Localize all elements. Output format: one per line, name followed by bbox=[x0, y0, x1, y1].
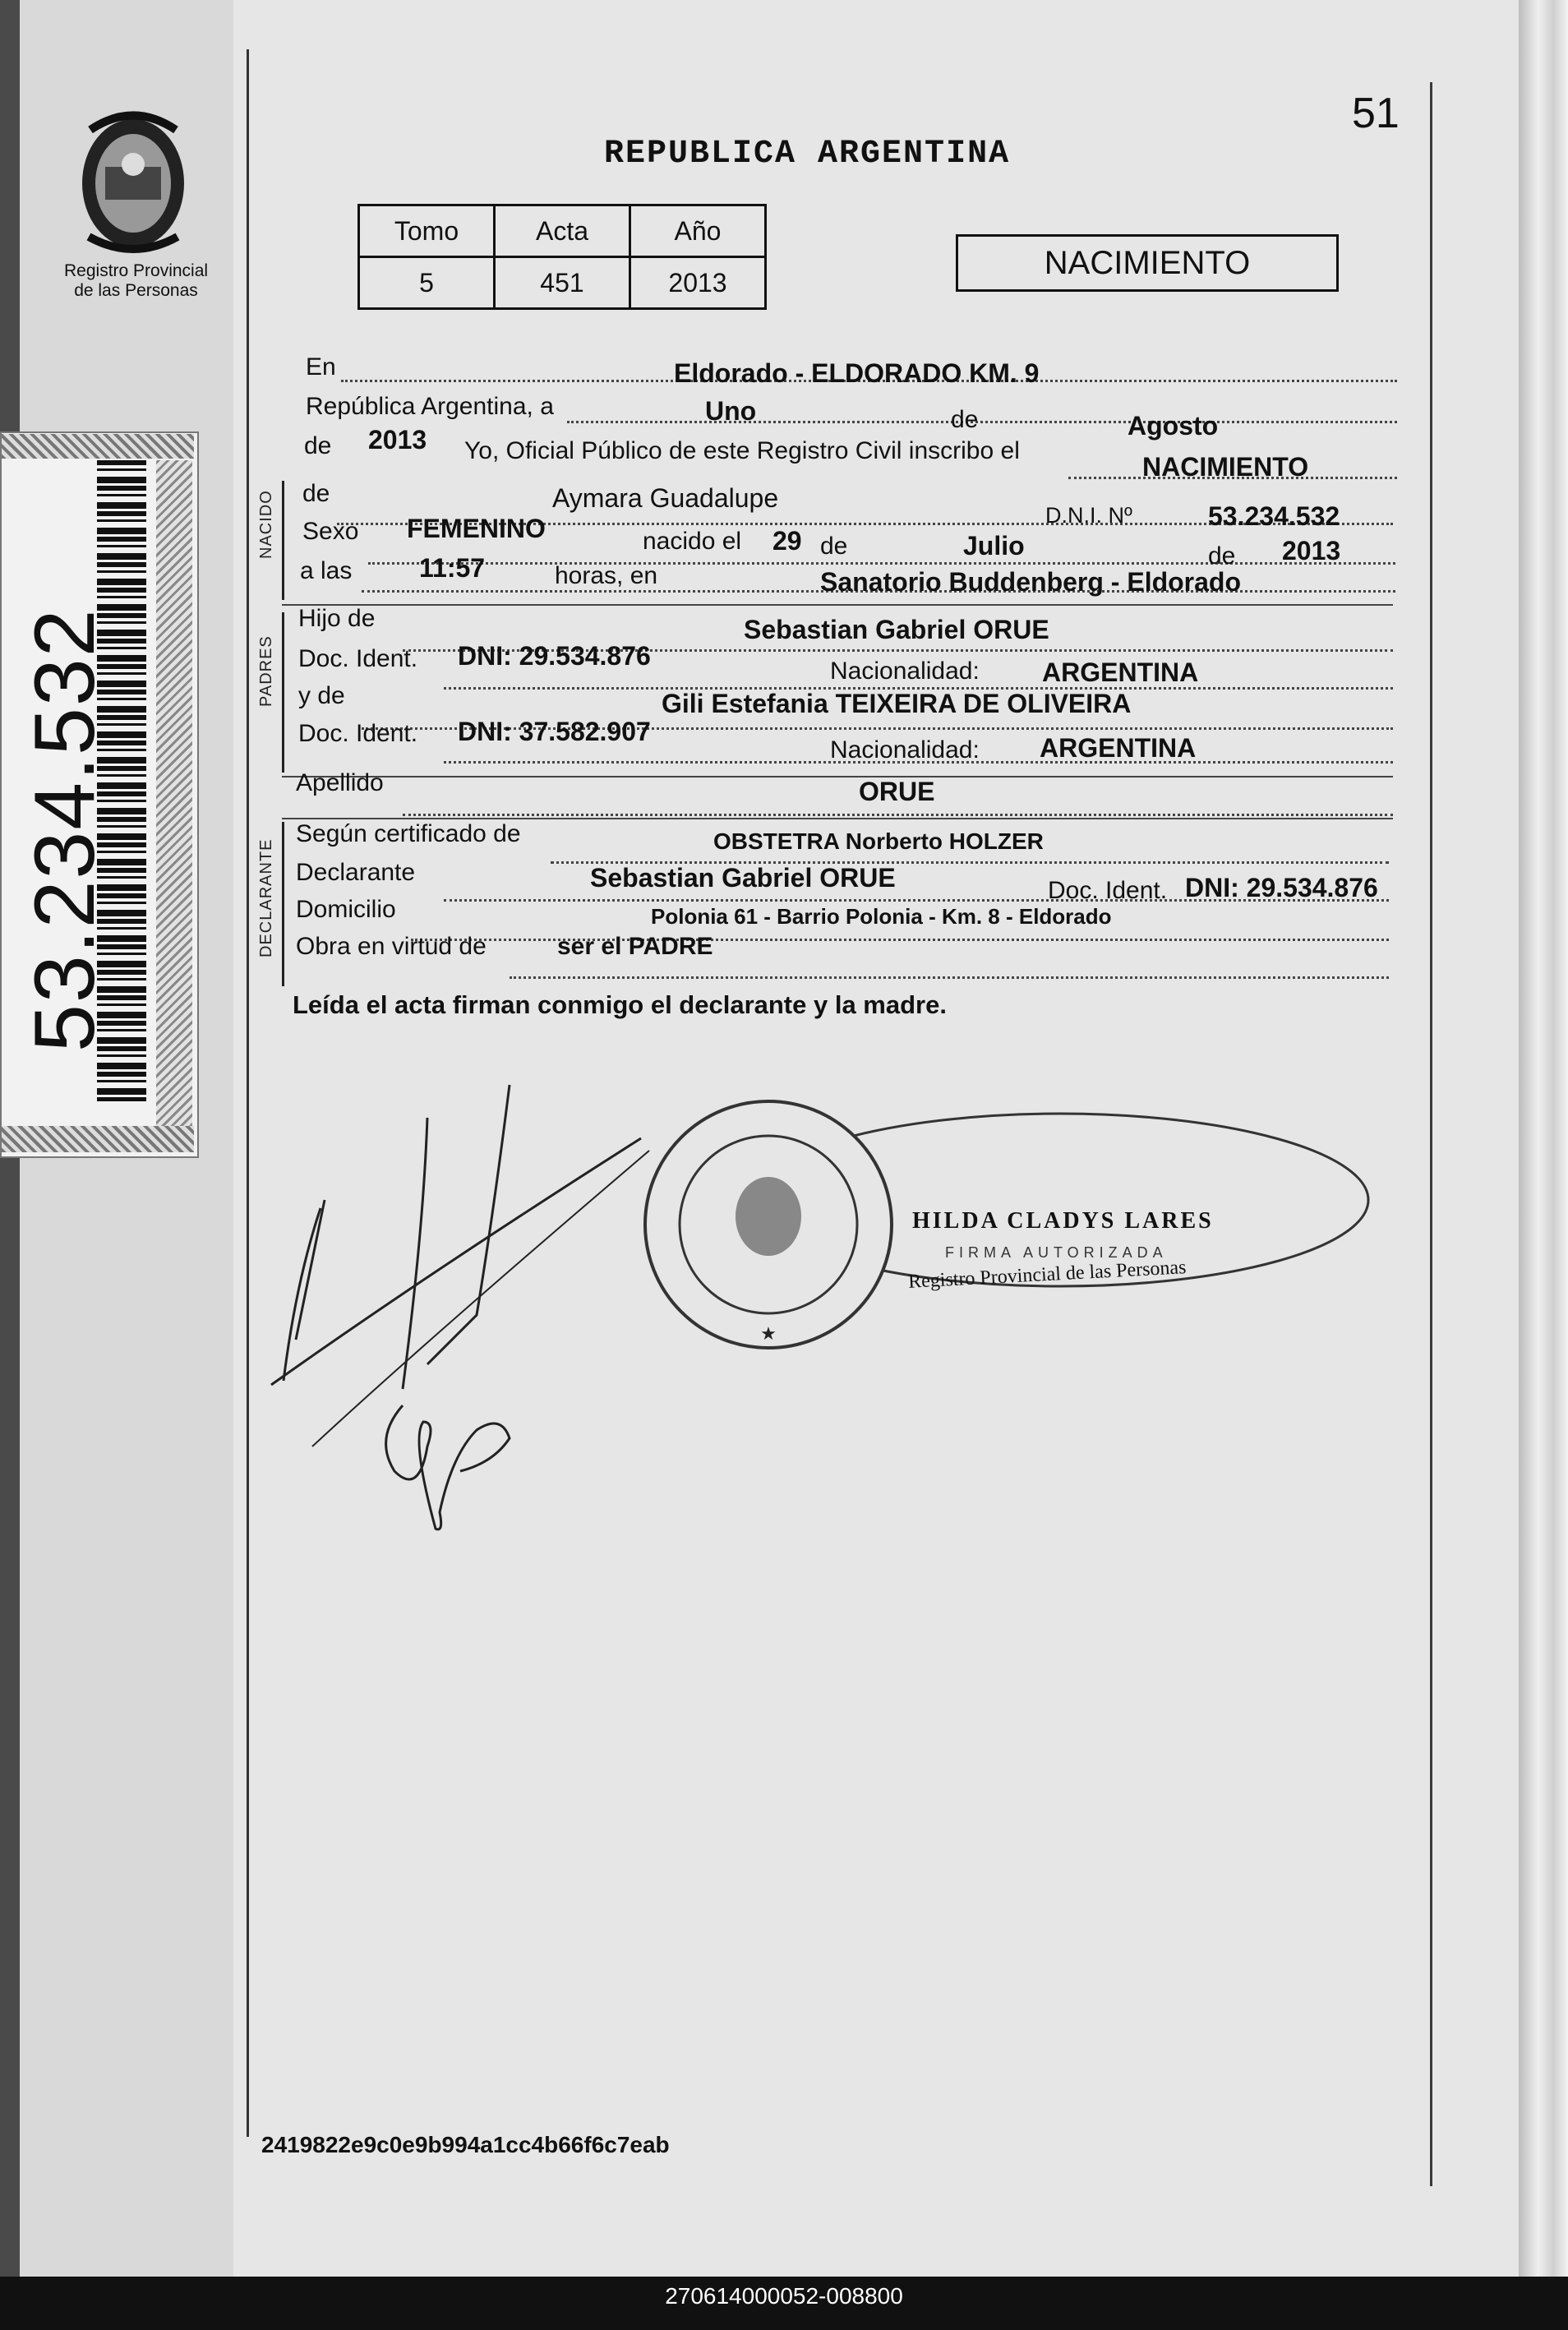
label-obra: Obra en virtud de bbox=[296, 933, 487, 960]
label-yde: y de bbox=[298, 682, 345, 709]
value-domicilio: Polonia 61 - Barrio Polonia - Km. 8 - Eldorado bbox=[651, 904, 1112, 929]
table-cell-tomo: 5 bbox=[359, 257, 495, 309]
value-father-doc: DNI: 29.534.876 bbox=[458, 641, 651, 671]
value-en: Eldorado - ELDORADO KM. 9 bbox=[674, 358, 1040, 388]
logo-caption-2: de las Personas bbox=[74, 281, 198, 300]
table-header-acta: Acta bbox=[495, 205, 630, 257]
dotted-line bbox=[403, 814, 1393, 816]
label-hijo: Hijo de bbox=[298, 605, 376, 632]
table-header-ano: Año bbox=[630, 205, 766, 257]
value-mother-nat: ARGENTINA bbox=[1040, 733, 1197, 763]
label-de-month: de bbox=[820, 533, 848, 560]
sticker-pattern bbox=[2, 1126, 194, 1152]
value-day: Uno bbox=[705, 396, 757, 426]
label-republica: República Argentina, a bbox=[306, 393, 554, 420]
value-birth-day: 29 bbox=[772, 526, 802, 556]
text-yo: Yo, Oficial Público de este Registro Civil inscribo el bbox=[464, 437, 1020, 464]
section-divider bbox=[282, 604, 1393, 606]
logo-caption-1: Registro Provincial bbox=[64, 261, 209, 280]
value-inscribe: NACIMIENTO bbox=[1142, 452, 1309, 482]
page-edges bbox=[1519, 0, 1568, 2277]
label-nacido: nacido el bbox=[643, 528, 742, 555]
value-sexo: FEMENINO bbox=[407, 514, 546, 543]
stamp-title: FIRMA AUTORIZADA bbox=[945, 1244, 1168, 1261]
label-apellido: Apellido bbox=[296, 769, 384, 796]
section-bracket bbox=[282, 612, 284, 773]
section-label-nacido: NACIDO bbox=[257, 490, 275, 559]
stamp-office: Registro Provincial de las Personas bbox=[907, 1257, 1188, 1293]
value-mother-doc: DNI: 37.582.907 bbox=[458, 717, 651, 746]
value-birth-time: 11:57 bbox=[419, 553, 486, 583]
value-month: Agosto bbox=[1128, 411, 1219, 441]
section-label-padres: PADRES bbox=[257, 635, 275, 707]
label-nat-father: Nacionalidad: bbox=[830, 657, 980, 685]
label-segun: Según certificado de bbox=[296, 820, 521, 847]
label-declarante: Declarante bbox=[296, 859, 416, 886]
province-seal-logo bbox=[74, 105, 197, 257]
label-en: En bbox=[306, 353, 336, 381]
mother-signature bbox=[378, 1389, 526, 1545]
value-apellido: ORUE bbox=[859, 777, 935, 806]
label-domicilio: Domicilio bbox=[296, 896, 396, 923]
label-horas: horas, en bbox=[555, 562, 658, 589]
section-bracket bbox=[282, 481, 284, 600]
value-year: 2013 bbox=[368, 425, 427, 454]
value-father-nat: ARGENTINA bbox=[1042, 657, 1199, 687]
closing-statement: Leída el acta firman conmigo el declarante y la madre. bbox=[293, 990, 947, 1019]
value-name: Aymara Guadalupe bbox=[552, 483, 779, 513]
value-declarante-doc: DNI: 29.534.876 bbox=[1185, 873, 1378, 902]
label-de-yr: de bbox=[1208, 542, 1236, 570]
label-doc-declarante: Doc. Ident. bbox=[1048, 877, 1168, 904]
record-type-box: NACIMIENTO bbox=[956, 234, 1339, 292]
value-birth-place: Sanatorio Buddenberg - Eldorado bbox=[820, 567, 1242, 597]
value-cert: OBSTETRA Norberto HOLZER bbox=[713, 828, 1044, 854]
barcode-number: 53.234.532 bbox=[17, 607, 113, 1052]
table-cell-ano: 2013 bbox=[630, 257, 766, 309]
label-de-name: de bbox=[302, 480, 330, 507]
label-sexo: Sexo bbox=[302, 518, 359, 545]
value-father-name: Sebastian Gabriel ORUE bbox=[744, 615, 1049, 644]
label-alas: a las bbox=[300, 557, 353, 584]
table-cell-acta: 451 bbox=[495, 257, 630, 309]
svg-text:★: ★ bbox=[760, 1324, 777, 1345]
stamp-name: HILDA CLADYS LARES bbox=[912, 1208, 1214, 1234]
label-de: de bbox=[951, 406, 979, 433]
page-title: REPUBLICA ARGENTINA bbox=[604, 136, 1011, 173]
section-divider bbox=[282, 818, 1393, 819]
value-birth-year: 2013 bbox=[1282, 536, 1341, 565]
section-bracket bbox=[282, 822, 284, 986]
document-hash: 2419822e9c0e9b994a1cc4b66f6c7eab bbox=[261, 2132, 670, 2157]
value-dni: 53.234.532 bbox=[1208, 501, 1340, 531]
label-dni: D.N.I. Nº bbox=[1045, 503, 1132, 528]
dotted-line bbox=[368, 562, 1395, 565]
label-doc-father: Doc. Ident. bbox=[298, 645, 418, 672]
dotted-line bbox=[567, 421, 1397, 423]
value-birth-month: Julio bbox=[963, 531, 1025, 561]
right-rule bbox=[1430, 82, 1432, 2186]
page-number: 51 bbox=[1352, 90, 1400, 137]
left-rule bbox=[247, 49, 249, 2137]
label-doc-mother: Doc. Ident. bbox=[298, 720, 418, 747]
value-mother-name: Gili Estefania TEIXEIRA DE OLIVEIRA bbox=[662, 689, 1132, 718]
dotted-line bbox=[510, 976, 1389, 979]
label-nat-mother: Nacionalidad: bbox=[830, 736, 980, 764]
section-label-declarante: DECLARANTE bbox=[257, 838, 275, 957]
label-de-year: de bbox=[304, 432, 332, 459]
section-divider bbox=[282, 776, 1393, 777]
sticker-pattern bbox=[2, 434, 194, 459]
value-obra: ser el PADRE bbox=[557, 933, 713, 960]
registry-table bbox=[357, 204, 767, 310]
footer-code: 270614000052-008800 bbox=[665, 2283, 903, 2309]
table-header-tomo: Tomo bbox=[359, 205, 495, 257]
value-declarante: Sebastian Gabriel ORUE bbox=[590, 863, 896, 893]
sticker-pattern bbox=[156, 460, 192, 1126]
